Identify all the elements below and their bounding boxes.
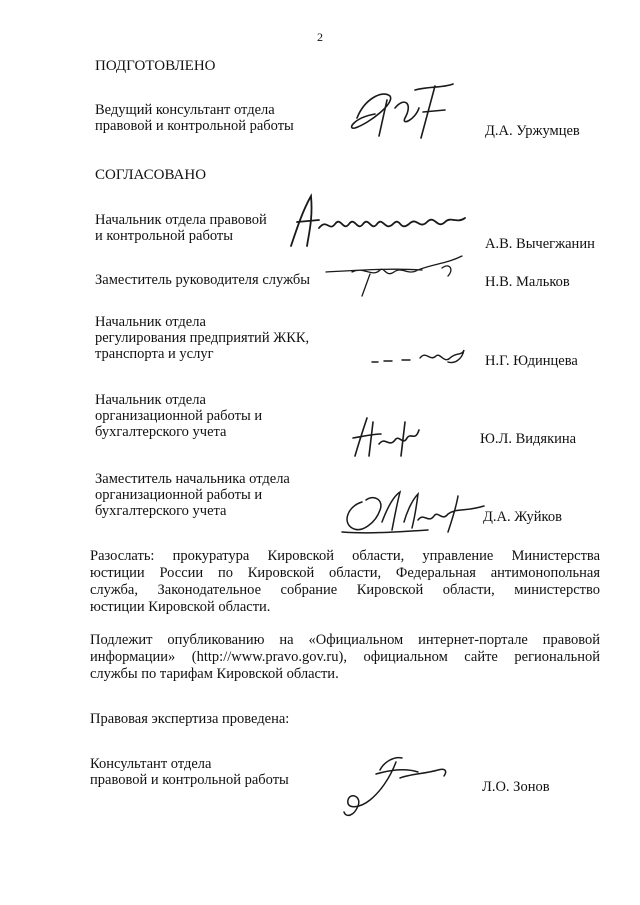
signer-position xyxy=(95,392,262,440)
signer-position xyxy=(95,272,310,288)
signer-position xyxy=(95,471,290,519)
position-line: Заместитель начальника отдела xyxy=(95,471,290,487)
signature-zhuykov xyxy=(338,482,488,542)
position-line: правовой и контрольной работы xyxy=(90,772,289,788)
publication-paragraph xyxy=(90,632,600,683)
paragraph-line: юстиции России по Кировской области, Федеральная антимонопольная xyxy=(90,565,600,581)
signature-vidyakina xyxy=(345,412,425,462)
expertise-position xyxy=(90,756,289,788)
prepared-position xyxy=(95,102,294,134)
signer-name: Д.А. Жуйков xyxy=(483,509,562,525)
position-line: Заместитель руководителя службы xyxy=(95,272,311,288)
signature-malkov xyxy=(322,250,472,300)
position-line: правовой и контрольной работы xyxy=(95,118,294,134)
position-line: Консультант отдела xyxy=(90,756,212,772)
signature-urzhumtsev xyxy=(335,78,460,143)
paragraph-line: служба, Законодательное собрание Кировской области, министерство xyxy=(90,582,600,598)
prepared-name: Д.А. Уржумцев xyxy=(485,123,580,139)
position-line: бухгалтерского учета xyxy=(95,503,227,519)
signer-name: Н.Г. Юдинцева xyxy=(485,353,578,369)
expertise-label: Правовая экспертиза проведена: xyxy=(90,711,290,727)
signer-name: Н.В. Мальков xyxy=(485,274,570,290)
signer-name: А.В. Вычегжанин xyxy=(485,236,595,252)
position-line: бухгалтерского учета xyxy=(95,424,227,440)
position-line: регулирования предприятий ЖКК, xyxy=(95,330,310,346)
signer-position xyxy=(95,314,309,362)
signature-yudintseva xyxy=(370,340,470,370)
paragraph-line: юстиции Кировской области. xyxy=(90,599,271,615)
prepared-heading: ПОДГОТОВЛЕНО xyxy=(95,58,216,74)
paragraph-line: Подлежит опубликованию на «Официальном интернет-портале правовой xyxy=(90,632,600,648)
position-line: Начальник отдела правовой xyxy=(95,212,267,228)
position-line: Начальник отдела xyxy=(95,392,206,408)
paragraph-line: информации» (http://www.pravo.gov.ru), официальном сайте региональной xyxy=(90,649,600,665)
position-line: транспорта и услуг xyxy=(95,346,214,362)
paragraph-line: Разослать: прокуратура Кировской области, управление Министерства xyxy=(90,548,600,564)
position-line: и контрольной работы xyxy=(95,228,233,244)
position-line: Начальник отдела xyxy=(95,314,206,330)
position-line: организационной работы и xyxy=(95,487,263,503)
expertise-name: Л.О. Зонов xyxy=(482,779,550,795)
paragraph-line: службы по тарифам Кировской области. xyxy=(90,666,339,682)
position-line: организационной работы и xyxy=(95,408,263,424)
distribution-paragraph xyxy=(90,548,600,616)
position-line: Ведущий консультант отдела xyxy=(95,102,275,118)
signature-zonov xyxy=(340,748,450,823)
agreed-heading: СОГЛАСОВАНО xyxy=(95,167,207,183)
signer-name: Ю.Л. Видякина xyxy=(480,431,577,447)
signer-position xyxy=(95,212,267,244)
page-number: 2 xyxy=(317,30,323,44)
signature-vychegzhanin xyxy=(285,188,470,253)
